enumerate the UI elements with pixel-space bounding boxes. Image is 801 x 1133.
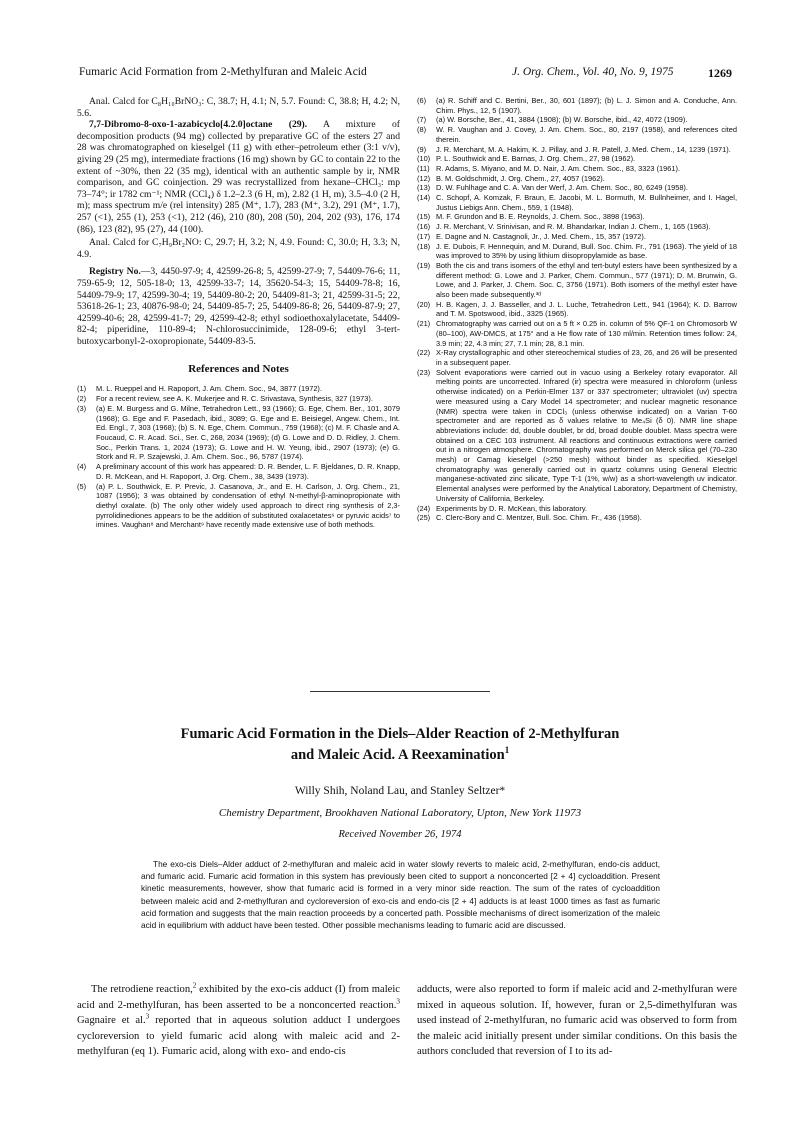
affiliation: Chemistry Department, Brookhaven National Laboratory, Upton, New York 11973 — [218, 807, 582, 819]
body-text-segment: Gagnaire et al. — [77, 1015, 146, 1027]
reference-text: J. R. Merchant, M. A. Hakim, K. J. Pillay, and J. R. Patell, J. Med. Chem., 14, 1239 (1971). — [436, 144, 731, 154]
reference-text: H. B. Kagen, J. J. Basseller, and J. L. Luche, Tetrahedron Lett., 941 (1964); K. D. Barrow and T. M. Spotswood, ibid., 3325 (1965). — [436, 299, 737, 319]
citation-marker: 3 — [396, 997, 400, 1006]
left-column — [77, 96, 400, 530]
reference-number: (3) — [77, 403, 87, 413]
body-text-segment: exhibited by the exo-cis adduct (I) from maleic acid and 2-methylfuran, has been asserted to be a nonconcerted reaction. — [77, 984, 400, 1011]
compound-29-name: 7,7-Dibromo-8-oxo-1-azabicyclo[4.2.0]octane (29). — [89, 119, 308, 131]
reference-item — [417, 115, 737, 125]
reference-number: (14) — [417, 193, 431, 203]
citation-marker: 3 — [145, 1012, 150, 1021]
reference-item — [417, 212, 737, 222]
journal-citation: J. Org. Chem., Vol. 40, No. 9, 1975 — [512, 66, 674, 78]
reference-number: (17) — [417, 231, 431, 241]
reference-number: (4) — [77, 462, 87, 472]
title-line-2-text: and Maleic Acid. A Reexamination — [290, 747, 505, 763]
reference-text: M. L. Rueppel and H. Rapoport, J. Am. Chem. Soc., 94, 3877 (1972). — [96, 384, 322, 394]
analysis-paragraph-2: Anal. Calcd for C₇H₉Br₂NO: C, 29.7; H, 3.2; N, 4.9. Found: C, 30.0; H, 3.3; N, 4.9. — [77, 237, 400, 260]
reference-text: X-Ray crystallographic and other stereochemical studies of 23, 26, and 26 will be presented in a subsequent paper. — [436, 348, 737, 367]
reference-number: (25) — [417, 513, 431, 523]
reference-text: (a) R. Schiff and C. Bertini, Ber., 30, 601 (1897); (b) L. J. Simon and A. Conduche, Ann. Chim. Phys., 12, 5 (1907). — [436, 96, 737, 115]
reference-item — [417, 96, 737, 115]
title-footnote-marker: 1 — [504, 745, 510, 756]
reference-text: C. Schopf, A. Komzak, F. Braun, E. Jacobi, M. L. Bormuth, M. Bullnheimer, and I. Hagel, Justus Liebigs Ann. Chem., 559, 1 (1948). — [436, 193, 737, 212]
reference-number: (11) — [417, 163, 430, 173]
reference-number: (12) — [417, 173, 431, 183]
analysis-paragraph-1: Anal. Calcd for C₈H₁₀BrNO₃: C, 38.7; H, 4.1; N, 5.7. Found: C, 38.8; H, 4.2; N, 5.6. — [77, 96, 400, 119]
compound-29-paragraph — [77, 119, 400, 235]
reference-text: (a) P. L. Southwick, E. P. Previc, J. Casanova, Jr., and E. H. Carlson, J. Org. Chem., 21, 1087 (1956); 3 was obtained by condensation of ethyl N-methyl-β-aminopropionate with diethyl oxalate. (b) The only other widely used approach to direct ring synthesis of 2,3-pyrrolidinediones appears to be the addition of substituted oxalacetates⁶ or pyruvic acids⁷ to imines. Vaughan⁸ and Merchant⁹ have recently made extensive use of both methods. — [96, 481, 400, 530]
reference-item — [417, 242, 737, 261]
reference-text: R. Adams, S. Miyano, and M. D. Nair, J. Am. Chem. Soc., 83, 3323 (1961). — [436, 163, 680, 173]
reference-text: M. F. Grundon and B. E. Reynolds, J. Chem. Soc., 3898 (1963). — [436, 212, 645, 222]
reference-number: (6) — [417, 96, 427, 105]
reference-item — [77, 384, 400, 394]
reference-number: (18) — [417, 241, 431, 251]
reference-text: For a recent review, see A. K. Mukerjee and R. C. Srivastava, Synthesis, 327 (1973). — [96, 394, 373, 404]
reference-text: (a) W. Borsche, Ber., 41, 3884 (1908); (b) W. Borsche, ibid., 42, 4072 (1909). — [436, 115, 688, 125]
registry-label: Registry No. — [89, 266, 141, 278]
title-line-2 — [100, 745, 700, 766]
body-paragraph-right: adducts, were also reported to form if maleic acid and 2-methylfuran were mixed in aqueous solution. If, however, furan or 2,5-dimethylfuran was used instead of 2-methylfuran, no fumaric acid was observed to form from the maleic acid initially present under similar conditions. On this basis the authors concluded that reversion of I to its ad- — [417, 984, 737, 1058]
body-text-segment: reported that in aqueous solution adduct I undergoes cycloreversion to yield fumaric acid along with maleic acid and 2-methylfuran (eq 1). Fumaric acid, along with exo- and endo-cis — [77, 1015, 401, 1058]
reference-list-right — [417, 96, 737, 523]
body-text-segment: The retrodiene reaction, — [91, 984, 193, 995]
body-column-left — [77, 982, 400, 1060]
reference-number: (23) — [417, 367, 431, 377]
reference-item — [417, 145, 737, 155]
reference-item — [417, 348, 737, 367]
references-heading: References and Notes — [188, 363, 289, 376]
reference-item — [417, 513, 737, 523]
reference-number: (1) — [77, 384, 87, 394]
reference-item — [77, 404, 400, 462]
received-date: Received November 26, 1974 — [338, 829, 462, 840]
reference-number: (16) — [417, 222, 431, 232]
reference-text: Both the cis and trans isomers of the ethyl and tert-butyl esters have been synthesized by a different method: G. Lowe and J. Parker, Chem. Commun., 577 (1971); D. M. Brunwin, G. Lowe, and J. Parker, J. Chem. Soc. C, 3756 (1971). Both isomers of the methyl ester have also been made subsequently.³ᵈ — [436, 260, 737, 300]
reference-number: (7) — [417, 115, 427, 125]
citation-marker: 2 — [192, 981, 197, 990]
reference-item — [77, 394, 400, 404]
reference-text: C. Clerc-Bory and C. Mentzer, Bull. Soc. Chim. Fr., 436 (1958). — [436, 513, 642, 523]
right-column — [417, 96, 737, 523]
reference-number: (9) — [417, 144, 427, 154]
reference-number: (8) — [417, 125, 427, 135]
compound-29-text: A mixture of decomposition products (94 mg) collected by preparative GC of the esters 27 and 28 was chromatographed on kieselgel (11 g) with ether–petroleum ether (3:1 v/v), giving 29 (25 mg), intermediate fractions (16 mg) shown by GC to contain 22 to the extent of ~30%, then 22 (35 mg), identical with an authentic sample by ir, NMR comparison, and GC coinjection. 29 was recrystallized from hexane–CHCl₃: mp 73–74°; ir 1782 cm⁻¹; NMR (CCl₄) δ 1.2–2.3 (6 H, m), 2.82 (1 H, m), 3.5–4.0 (2 H, m); mass spectrum m/e (rel intensity) 285 (M⁺, 1.7), 283 (M⁺, 3.2), 291 (M⁺, 1.7), 257 (<1), 255 (1), 253 (<1), 212 (46), 210 (80), 208 (50), 204, 202 (93), 176, 174 (86), 123 (82), 95 (27), 44 (100). — [77, 119, 400, 235]
reference-item — [417, 183, 737, 193]
reference-text: A preliminary account of this work has appeared: D. R. Bender, L. F. Bjeldanes, D. R. Knapp, D. R. McKean, and H. Rapoport, J. Org. Chem., 38, 3439 (1973). — [96, 462, 400, 481]
article-title — [100, 724, 700, 766]
reference-text: P. L. Southwick and E. Barnas, J. Org. Chem., 27, 98 (1962). — [436, 154, 636, 164]
reference-number: (5) — [77, 481, 87, 491]
reference-number: (15) — [417, 212, 431, 222]
body-paragraph-left — [77, 982, 400, 1060]
reference-text: D. W. Fuhlhage and C. A. Van der Werf, J. Am. Chem. Soc., 80, 6249 (1958). — [436, 183, 688, 193]
reference-item — [417, 300, 737, 319]
reference-number: (19) — [417, 260, 431, 270]
reference-text: W. R. Vaughan and J. Covey, J. Am. Chem. Soc., 80, 2197 (1958), and references cited therein. — [436, 125, 737, 144]
reference-item — [417, 319, 737, 348]
title-line-1: Fumaric Acid Formation in the Diels–Alder Reaction of 2-Methylfuran — [180, 726, 620, 742]
registry-text: —3, 4450-97-9; 4, 42599-26-8; 5, 42599-27-9; 7, 54409-76-6; 11, 759-65-9; 12, 505-18-0; 13, 42599-33-7; 14, 35620-54-3; 15, 54409-78-8; 16, 54409-79-9; 17, 42599-30-4; 19, 54409-80-2; 20, 54409-81-3; 21, 42599-31-5; 22, 53618-26-1; 23, 40876-98-0; 24, 54409-85-7; 25, 54409-86-8; 26, 54409-87-9; 27, 42599-40-6; 28, 42599-41-7; 29, 42599-42-8; ethyl sodioethoxalylacetate, 54409-82-4; piperidine, 110-89-4; N-chlorosuccinimide, 128-09-6; ethyl 3-tert-butoxycarbonyl-2-oxopropionate, 54409-83-5. — [77, 266, 401, 347]
reference-number: (22) — [417, 348, 431, 358]
reference-item — [417, 504, 737, 514]
reference-number: (2) — [77, 394, 87, 404]
reference-text: B. M. Goldschmidt, J. Org. Chem., 27, 4057 (1962). — [436, 173, 605, 183]
reference-item — [77, 482, 400, 531]
reference-item — [417, 154, 737, 164]
reference-text: Solvent evaporations were carried out in vacuo using a Berkeley rotary evaporator. All melting points are uncorrected. Infrared (ir) spectra were measured in chloroform (unless otherwise indicated) on a Perkin-Elmer 137 or 337 spectrometer; ultraviolet (uv) spectra were measured using a Cary Model 14 spectrometer; and nuclear magnetic resonance (NMR) spectra were taken in CDCl₃ (unless otherwise indicated) on a Varian T-60 spectrometer and are reported as δ values relative to Me₄Si (δ 0). NMR line shape abbreviations include: dd, double doublet, br dd, broad double doublet. Mass spectra were obtained on a CEC 103 instrument. All reactions and continuous extractions were carried out in a nitrogen atmosphere. Chromatography was performed on Merck silica gel (70–230 mesh) or Camag kieselgel (>250 mesh) without binder as specified. Kieselgel chromatography was generally carried out in quartz columns using General Electric manganese-activated zinc silicate, Type T-1 (1%, w/w) as a short-wavelength uv indicator. Elemental analyses were performed by the Analytical Laboratory, Department of Chemistry, University of California, Berkeley. — [436, 367, 737, 503]
reference-text: E. Dagne and N. Castagnoli, Jr., J. Med. Chem., 15, 357 (1972). — [436, 231, 646, 241]
reference-item — [417, 368, 737, 504]
reference-text: (a) E. M. Burgess and G. Milne, Tetrahedron Lett., 93 (1966); G. Ege, Chem. Ber., 101, 3079 (1968); G. Ege and F. Pasedach, ibid., 3089; G. Ege and E. Beisiegel, Angew. Chem., Int. Ed. Engl., 7, 303 (1968); (b) S. N. Ege, Chem. Commun., 759 (1968); (c) M. F. Chasle and A. Foucaud, C. R. Acad. Sci., Ser. C, 268, 2034 (1969); (d) G. Lowe and D. D. Ridley, J. Chem. Soc., Perkin Trans. 1, 2024 (1973); G. Lowe and H. W. Yeung, ibid., 2907 (1973); (e) G. Stork and R. P. Szajewski, J. Am. Chem. Soc., 96, 5787 (1974). — [96, 403, 400, 462]
reference-item — [417, 174, 737, 184]
reference-text: J. R. Merchant, V. Srinivisan, and R. M. Bhandarkar, Indian J. Chem., 1, 165 (1963). — [436, 222, 711, 232]
reference-item — [417, 222, 737, 232]
reference-text: Chromatography was carried out on a 5 ft × 0.25 in. column of 5% QF-1 on Chromosorb W (80–100), AW-DMCS, at 175° and a He flow rate of 130 ml/min. Retention times follow: 24, 3.9 min; 22, 4.3 min; 27, 7.1 min; 28, 8.1 min. — [436, 319, 737, 348]
reference-number: (10) — [417, 154, 431, 164]
body-column-right — [417, 982, 737, 1060]
reference-item — [417, 164, 737, 174]
abstract: The exo-cis Diels–Alder adduct of 2-methylfuran and maleic acid in water slowly reverts to maleic acid, 2-methylfuran, endo-cis adduct, and fumaric acid. Fumaric acid formation in this system has previously been cited to support a nonconcerted [2 + 4] cycloaddition. Present kinetic measurements, however, show that fumaric acid is formed in a very minor side reaction. The sum of the rates of cycloaddition between maleic acid and 2-methylfuran and cycloreversion of exo-cis and endo-cis [2 + 4] adducts is at least 1000 times as fast as fumaric acid formation and suggests that the main reaction proceeds by a concerted path. Possible mechanisms of direct isomerization of the maleic acid in equilibrium with adduct have been tested. Other possible mechanisms leading to fumaric acid are discussed. — [141, 859, 660, 931]
reference-item — [417, 232, 737, 242]
reference-item — [417, 261, 737, 300]
section-divider — [310, 691, 490, 692]
reference-item — [417, 193, 737, 212]
reference-text: J. E. Dubois, F. Hennequin, and M. Durand, Bull. Soc. Chim. Fr., 791 (1963). The yield of 18 was improved to 35% by using lithium diisopropylamide as base. — [436, 241, 737, 261]
authors: Willy Shih, Noland Lau, and Stanley Seltzer* — [294, 785, 506, 797]
reference-item — [417, 125, 737, 144]
reference-text: Experiments by D. R. McKean, this laboratory. — [436, 503, 588, 513]
registry-numbers — [77, 266, 400, 347]
reference-item — [77, 462, 400, 481]
reference-list-left — [77, 384, 400, 530]
reference-number: (24) — [417, 503, 431, 513]
page-number: 1269 — [708, 66, 732, 80]
reference-number: (20) — [417, 299, 431, 309]
reference-number: (13) — [417, 183, 431, 193]
running-title: Fumaric Acid Formation from 2-Methylfuran and Maleic Acid — [79, 66, 367, 78]
reference-number: (21) — [417, 319, 431, 329]
